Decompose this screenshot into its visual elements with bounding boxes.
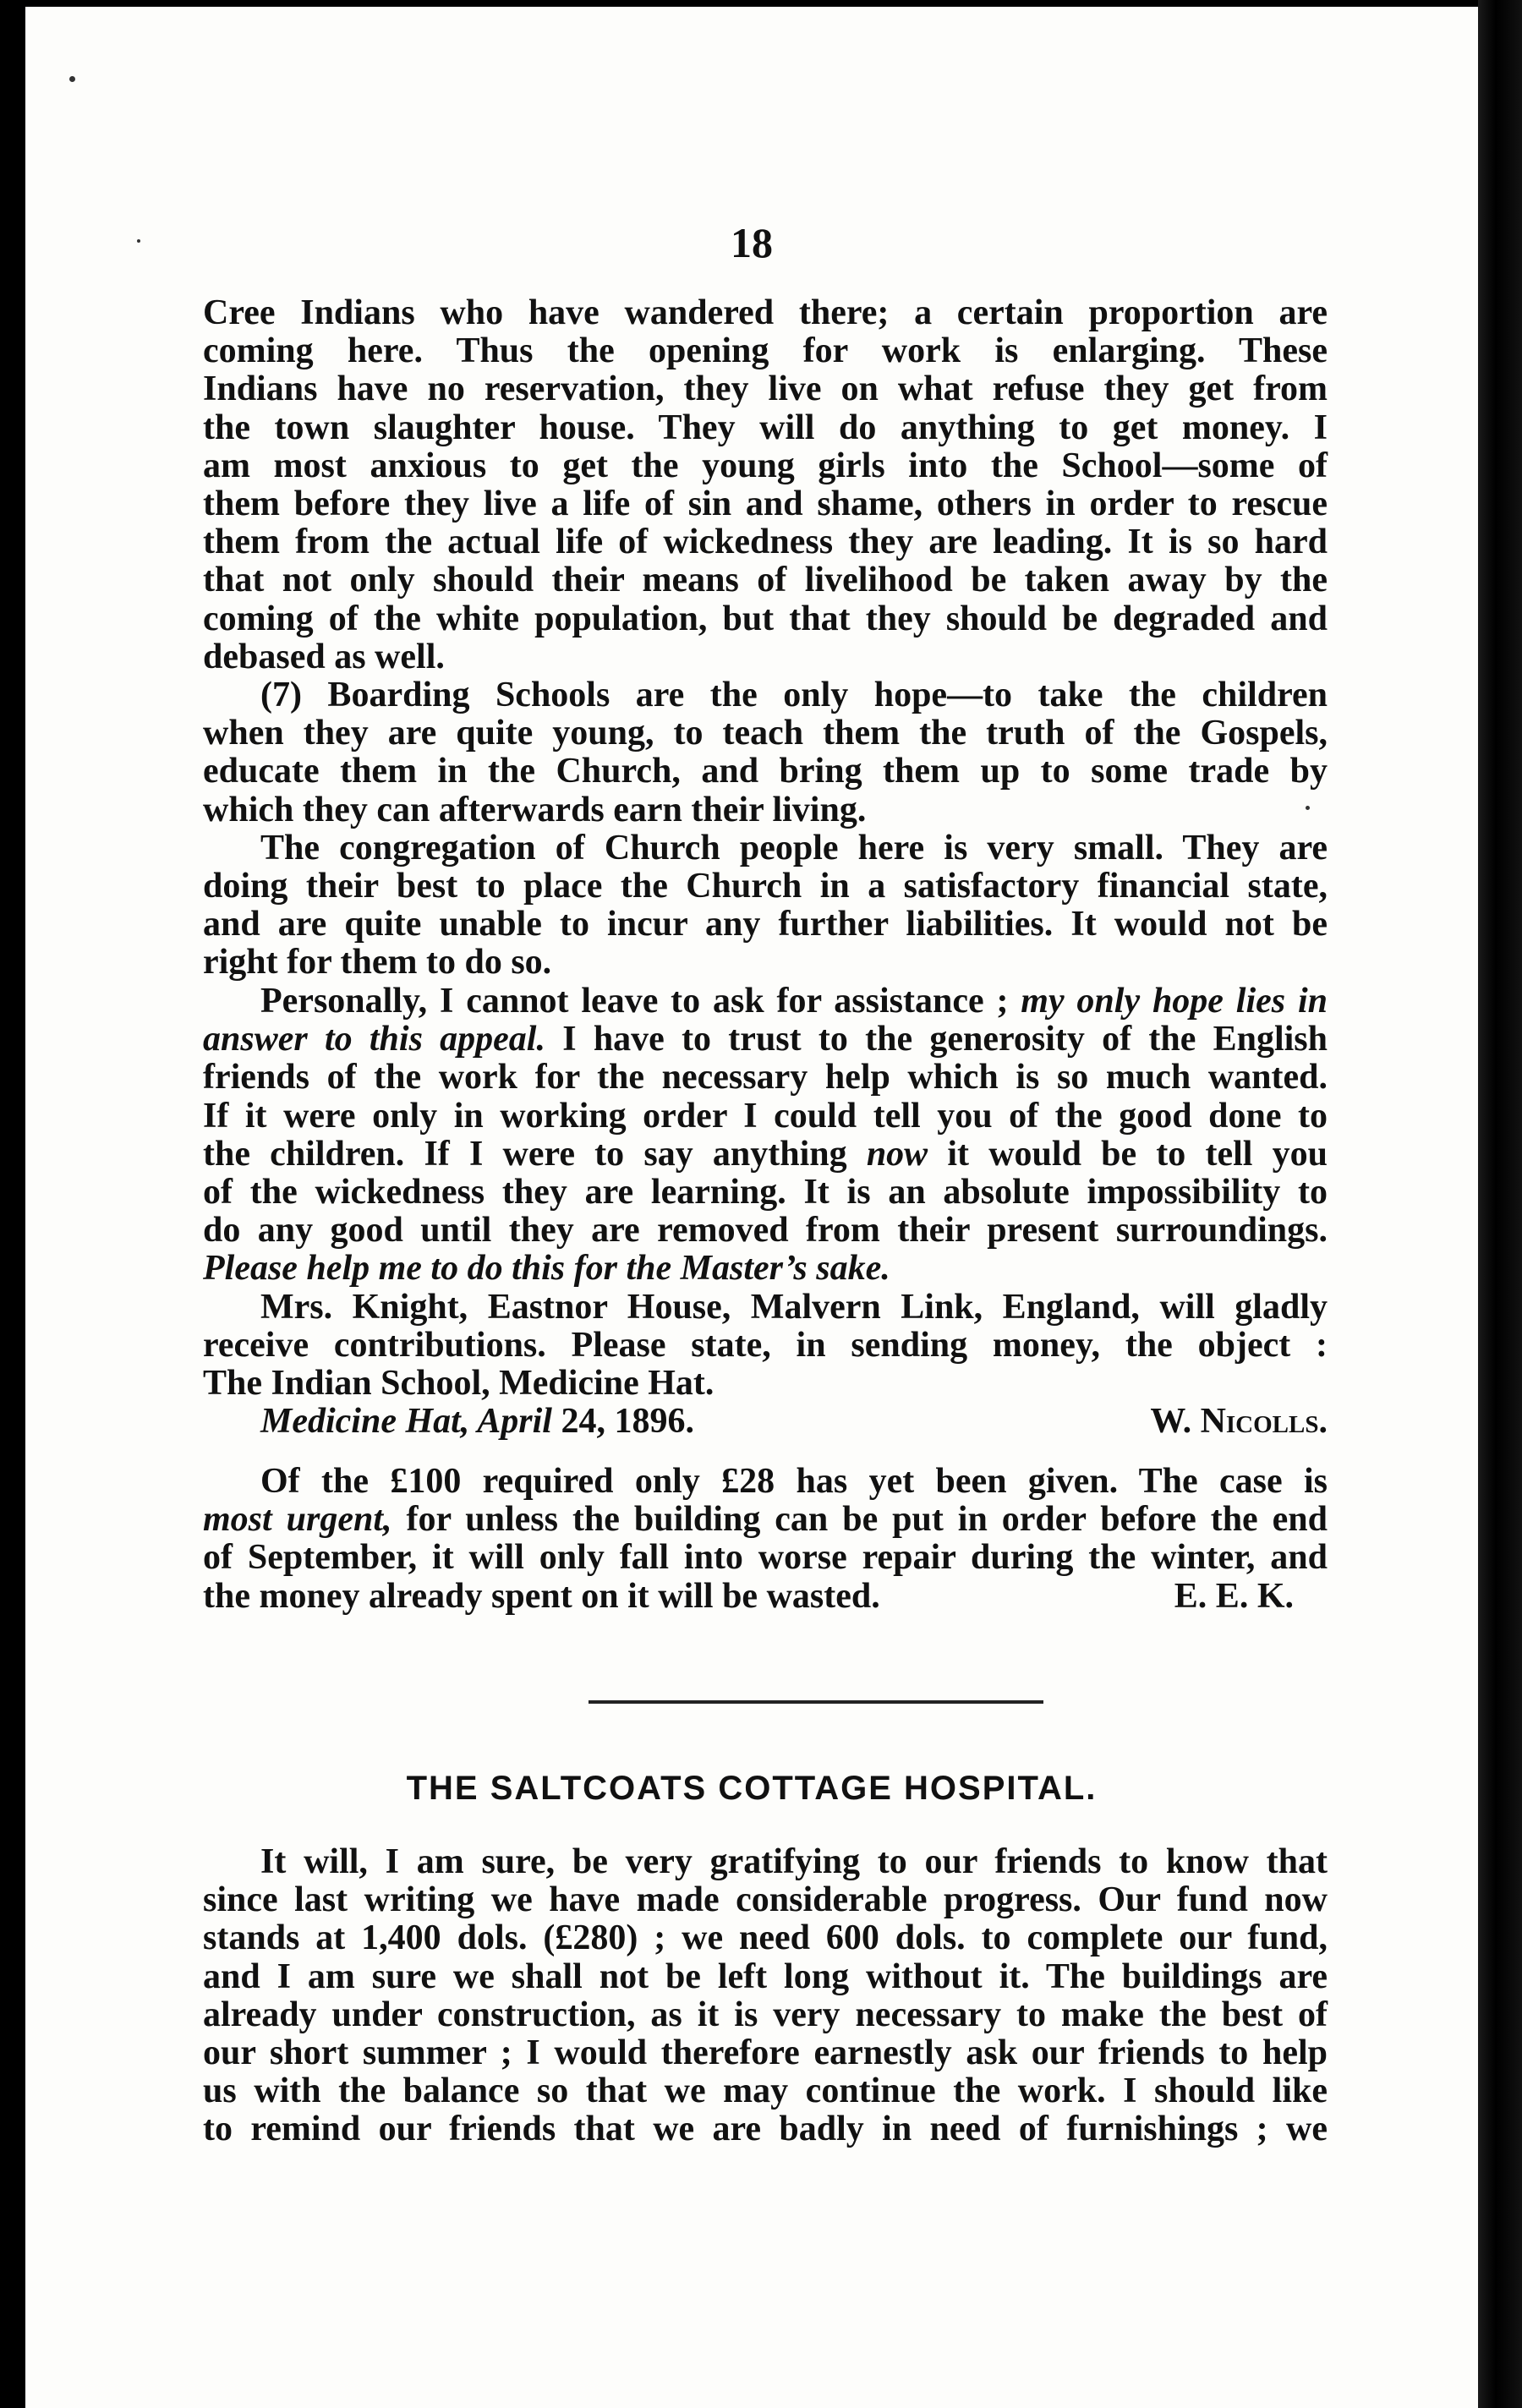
section-heading: THE SALTCOATS COTTAGE HOSPITAL.	[406, 1770, 1098, 1807]
text-line: (7) Boarding Schools are the only hope—to take the children	[260, 676, 1328, 715]
text-line: them from the actual life of wickedness they are leading. It is so hard	[203, 523, 1328, 562]
text-line: receive contributions. Please state, in sending money, the object :	[203, 1326, 1328, 1365]
text-line: The Indian School, Medicine Hat.	[203, 1364, 714, 1404]
page-edge-shadow	[1478, 0, 1522, 2408]
section-divider	[589, 1700, 1043, 1704]
text-line: Indians have no reservation, they live on what refuse they get from	[203, 369, 1328, 409]
page-number: 18	[731, 219, 773, 266]
text-line: and are quite unable to incur any further liabilities. It would not be	[203, 905, 1328, 944]
text-line: the money already spent on it will be wasted. E. E. K.	[203, 1576, 1294, 1616]
page-speck	[1306, 806, 1310, 810]
text-line: Mrs. Knight, Eastnor House, Malvern Link, England, will gladly	[260, 1288, 1328, 1327]
text-line: and I am sure we shall not be left long without it. The buildings are	[203, 1956, 1328, 1996]
signoff-line	[203, 1403, 1328, 1441]
appeal-paragraph	[203, 982, 1328, 1289]
text-line: that not only should their means of livelihood be taken away by the	[203, 561, 1328, 600]
text-line: educate them in the Church, and bring them up to some trade by	[203, 752, 1328, 791]
text-line: coming of the white population, but that they should be degraded and	[203, 599, 1328, 638]
text-line: friends of the work for the necessary help which is so much wanted.	[203, 1058, 1328, 1097]
text-line: most urgent, for unless the building can be put in order before the end	[203, 1500, 1328, 1540]
letter-body	[203, 294, 1328, 982]
text-line: when they are quite young, to teach them the truth of the Gospels,	[203, 714, 1328, 753]
editor-initials: E. E. K.	[1174, 1576, 1294, 1616]
text-line: Personally, I cannot leave to ask for assistance ; my only hope lies in	[260, 982, 1328, 1021]
document-page	[25, 7, 1478, 2408]
text-line: If it were only in working order I could tell you of the good done to	[203, 1096, 1328, 1136]
text-line: of the wickedness they are learning. It is an absolute impossibility to	[203, 1173, 1328, 1212]
text-line: do any good until they are removed from their present surroundings.	[203, 1211, 1328, 1251]
text-line: Of the £100 required only £28 has yet been given. The case is	[260, 1462, 1328, 1501]
editor-note	[203, 1463, 1328, 1616]
hospital-paragraph	[203, 1843, 1328, 2149]
text-line: us with the balance so that we may continue the work. I should like	[203, 2071, 1328, 2111]
text-line: of September, it will only fall into worse repair during the winter, and	[203, 1538, 1328, 1578]
text-line: Please help me to do this for the Master’s sake.	[203, 1249, 890, 1289]
text-line: which they can afterwards earn their living.	[203, 790, 867, 829]
text-line: coming here. Thus the opening for work is enlarging. These	[203, 331, 1328, 371]
contact-paragraph	[203, 1289, 1328, 1404]
text-line: doing their best to place the Church in a satisfactory financial state,	[203, 867, 1328, 906]
text-line: the children. If I were to say anything now it would be to tell you	[203, 1134, 1328, 1174]
text-line: to remind our friends that we are badly in need of furnishings ; we	[203, 2110, 1328, 2149]
text-line: The congregation of Church people here is very small. They are	[260, 828, 1328, 867]
text-line: am most anxious to get the young girls into the School—some of	[203, 446, 1328, 485]
text-line: stands at 1,400 dols. (£280) ; we need 600 dols. to complete our fund,	[203, 1918, 1328, 1958]
text-line: already under construction, as it is very necessary to make the best of	[203, 1995, 1328, 2034]
page-speck	[137, 239, 140, 243]
text-line: debased as well.	[203, 637, 445, 676]
text-line: It will, I am sure, be very gratifying to our friends to know that	[260, 1842, 1328, 1881]
text-line: right for them to do so.	[203, 943, 552, 982]
page-speck	[69, 76, 75, 82]
text-line: Cree Indians who have wandered there; a certain proportion are	[203, 293, 1328, 332]
text-line: answer to this appeal. I have to trust to the generosity of the English	[203, 1020, 1328, 1059]
text-line: since last writing we have made considerable progress. Our fund now	[203, 1880, 1328, 1920]
signoff	[203, 1403, 1328, 1441]
text-line: them before they live a life of sin and shame, others in order to rescue	[203, 484, 1328, 524]
text-line: the town slaughter house. They will do anything to get money. I	[203, 408, 1328, 447]
place-date: Medicine Hat, April 24, 1896.	[260, 1402, 694, 1441]
signature: W. Nicolls.	[1150, 1402, 1328, 1441]
text-line: our short summer ; I would therefore earnestly ask our friends to help	[203, 2033, 1328, 2073]
